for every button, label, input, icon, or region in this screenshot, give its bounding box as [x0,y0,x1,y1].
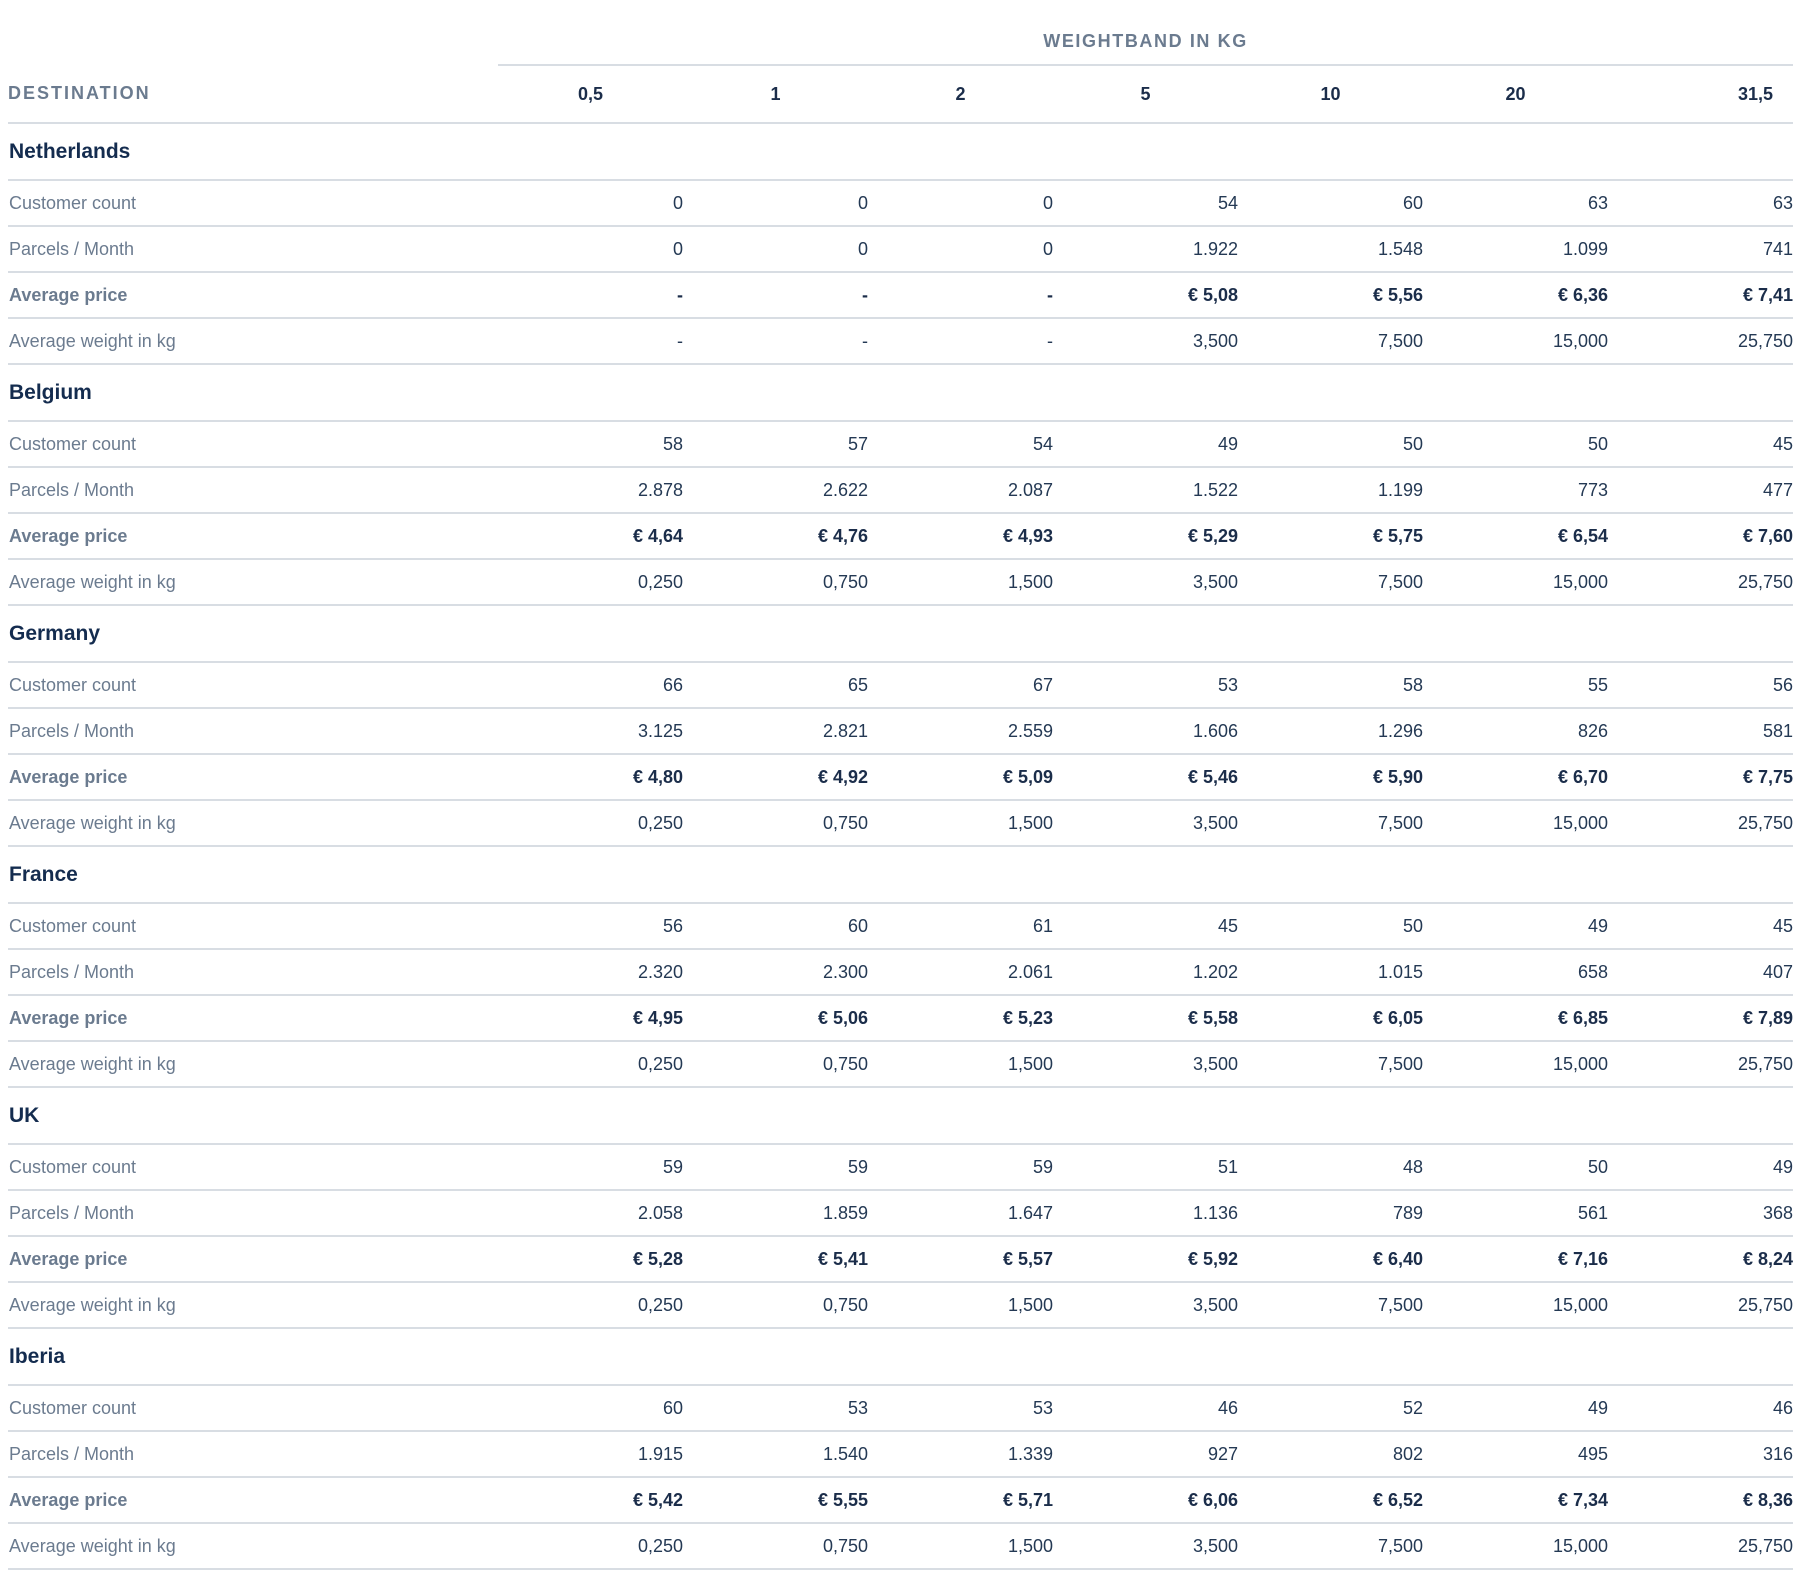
table-cell: 2.821 [683,708,868,754]
table-cell: € 4,76 [683,513,868,559]
header-spacer [8,0,498,65]
table-cell: 49 [1608,1144,1793,1190]
table-cell: 45 [1608,421,1793,467]
table-row-average-weight [8,318,1793,364]
table-header [8,0,1793,123]
table-cell: 7,500 [1238,1282,1423,1328]
table-cell: 0,250 [498,1282,683,1328]
table-cell: € 5,06 [683,995,868,1041]
table-row-customer-count [8,1385,1793,1431]
table-cell: - [498,272,683,318]
table-cell: 54 [868,421,1053,467]
table-cell: - [683,272,868,318]
table-cell: 2.300 [683,949,868,995]
table-cell: - [683,318,868,364]
metric-label: Parcels / Month [8,1190,498,1236]
table-cell: 3,500 [1053,1523,1238,1569]
table-cell: € 6,05 [1238,995,1423,1041]
table-cell: 50 [1238,421,1423,467]
table-cell: € 6,40 [1238,1236,1423,1282]
table-cell: 51 [1053,1144,1238,1190]
table-cell: 15,000 [1423,1523,1608,1569]
table-cell: 7,500 [1238,318,1423,364]
metric-label: Parcels / Month [8,226,498,272]
table-row-parcels-month [8,226,1793,272]
country-name: Iberia [8,1328,1793,1385]
metric-label: Customer count [8,421,498,467]
metric-label: Average price [8,995,498,1041]
table-cell: 826 [1423,708,1608,754]
table-cell: 61 [868,903,1053,949]
country-name: Netherlands [8,123,1793,180]
table-cell: € 5,41 [683,1236,868,1282]
table-row-average-price [8,513,1793,559]
table-cell: 60 [1238,180,1423,226]
table-cell: 60 [498,1385,683,1431]
table-cell: 1.136 [1053,1190,1238,1236]
table-cell: 0,250 [498,800,683,846]
table-row-parcels-month [8,467,1793,513]
table-row-average-price [8,272,1793,318]
metric-label: Parcels / Month [8,467,498,513]
table-cell: 57 [683,421,868,467]
table-cell: € 5,23 [868,995,1053,1041]
table-cell: 25,750 [1608,1282,1793,1328]
table-row-average-price [8,995,1793,1041]
table-cell: 7,500 [1238,1041,1423,1087]
table-cell: 25,750 [1608,800,1793,846]
table-cell: 0 [498,226,683,272]
table-cell: 48 [1238,1144,1423,1190]
table-cell: 50 [1238,903,1423,949]
table-cell: 2.878 [498,467,683,513]
table-cell: 53 [1053,662,1238,708]
table-cell: 3,500 [1053,559,1238,605]
table-cell: € 4,64 [498,513,683,559]
table-cell: 0,250 [498,559,683,605]
metric-label: Customer count [8,1144,498,1190]
country-name: Belgium [8,364,1793,421]
metric-label: Parcels / Month [8,708,498,754]
table-cell: € 8,36 [1608,1477,1793,1523]
table-cell: 0 [868,180,1053,226]
table-cell: 7,500 [1238,800,1423,846]
weightband-title: WEIGHTBAND IN KG [498,0,1793,65]
table-cell: € 6,52 [1238,1477,1423,1523]
table-cell: € 5,08 [1053,272,1238,318]
table-cell: 658 [1423,949,1608,995]
table-cell: € 6,06 [1053,1477,1238,1523]
table-cell: 1,500 [868,1523,1053,1569]
table-cell: 46 [1053,1385,1238,1431]
table-cell: 802 [1238,1431,1423,1477]
table-cell: € 7,75 [1608,754,1793,800]
table-row-average-weight [8,1523,1793,1569]
table-cell: € 6,36 [1423,272,1608,318]
table-cell: 59 [683,1144,868,1190]
country-section-header [8,605,1793,662]
metric-label: Average price [8,513,498,559]
table-cell: 1.859 [683,1190,868,1236]
metric-label: Customer count [8,180,498,226]
metric-label: Average price [8,1477,498,1523]
country-name: France [8,846,1793,903]
metric-label: Average price [8,272,498,318]
table-cell: 2.622 [683,467,868,513]
table-row-parcels-month [8,1190,1793,1236]
table-cell: 3,500 [1053,318,1238,364]
table-cell: 1,500 [868,1282,1053,1328]
table-cell: 561 [1423,1190,1608,1236]
table-cell: 55 [1423,662,1608,708]
table-cell: 0,750 [683,1523,868,1569]
table-cell: 25,750 [1608,318,1793,364]
table-cell: 46 [1608,1385,1793,1431]
country-section-header [8,364,1793,421]
metric-label: Average price [8,1236,498,1282]
table-row-average-weight [8,559,1793,605]
country-name: UK [8,1087,1793,1144]
table-cell: 2.061 [868,949,1053,995]
weightband-table [8,0,1793,1570]
table-body [8,123,1793,1569]
table-row-parcels-month [8,949,1793,995]
table-cell: - [868,272,1053,318]
weightband-column-header: 5 [1053,65,1238,123]
table-cell: 54 [1053,180,1238,226]
table-cell: 65 [683,662,868,708]
metric-label: Customer count [8,662,498,708]
table-cell: 773 [1423,467,1608,513]
destination-column-header: DESTINATION [8,65,498,123]
table-cell: 3,500 [1053,800,1238,846]
table-cell: 1,500 [868,1041,1053,1087]
table-cell: € 4,92 [683,754,868,800]
table-row-average-price [8,754,1793,800]
table-cell: 50 [1423,1144,1608,1190]
table-cell: 3,500 [1053,1041,1238,1087]
table-cell: 53 [868,1385,1053,1431]
table-cell: 45 [1608,903,1793,949]
table-cell: 67 [868,662,1053,708]
table-cell: 56 [1608,662,1793,708]
table-cell: 25,750 [1608,1041,1793,1087]
table-cell: € 5,58 [1053,995,1238,1041]
table-cell: 2.058 [498,1190,683,1236]
table-cell: € 5,09 [868,754,1053,800]
table-cell: 1.922 [1053,226,1238,272]
table-row-customer-count [8,1144,1793,1190]
table-cell: € 5,28 [498,1236,683,1282]
table-cell: 1.606 [1053,708,1238,754]
table-cell: € 5,42 [498,1477,683,1523]
table-row-customer-count [8,903,1793,949]
table-cell: 7,500 [1238,559,1423,605]
table-cell: € 5,56 [1238,272,1423,318]
table-cell: € 6,54 [1423,513,1608,559]
table-cell: 63 [1423,180,1608,226]
table-cell: 15,000 [1423,318,1608,364]
country-section-header [8,1328,1793,1385]
table-cell: 0 [683,180,868,226]
metric-label: Customer count [8,1385,498,1431]
table-cell: € 7,16 [1423,1236,1608,1282]
table-cell: 58 [498,421,683,467]
table-cell: 60 [683,903,868,949]
weightband-column-header: 0,5 [498,65,683,123]
metric-label: Customer count [8,903,498,949]
table-cell: 0,750 [683,1041,868,1087]
table-cell: 63 [1608,180,1793,226]
table-cell: 0,750 [683,559,868,605]
table-cell: 0 [683,226,868,272]
table-cell: 0,750 [683,800,868,846]
table-cell: 581 [1608,708,1793,754]
table-cell: 58 [1238,662,1423,708]
table-cell: € 5,75 [1238,513,1423,559]
table-cell: 407 [1608,949,1793,995]
table-cell: - [868,318,1053,364]
table-cell: 1.548 [1238,226,1423,272]
table-cell: € 8,24 [1608,1236,1793,1282]
table-cell: € 5,71 [868,1477,1053,1523]
table-cell: 0,250 [498,1041,683,1087]
table-row-parcels-month [8,1431,1793,1477]
table-cell: 1.915 [498,1431,683,1477]
table-cell: 1,500 [868,800,1053,846]
table-cell: 66 [498,662,683,708]
table-cell: 1.522 [1053,467,1238,513]
table-cell: € 5,90 [1238,754,1423,800]
table-cell: 0,750 [683,1282,868,1328]
table-cell: € 5,29 [1053,513,1238,559]
table-cell: 789 [1238,1190,1423,1236]
table-cell: 368 [1608,1190,1793,1236]
table-cell: 15,000 [1423,1282,1608,1328]
table-cell: 1.647 [868,1190,1053,1236]
table-cell: 2.559 [868,708,1053,754]
table-row-customer-count [8,180,1793,226]
table-cell: - [498,318,683,364]
table-cell: € 5,92 [1053,1236,1238,1282]
table-cell: 49 [1423,903,1608,949]
table-cell: 15,000 [1423,800,1608,846]
table-cell: 741 [1608,226,1793,272]
metric-label: Average weight in kg [8,1523,498,1569]
table-cell: 477 [1608,467,1793,513]
table-cell: € 7,34 [1423,1477,1608,1523]
weightband-column-header: 2 [868,65,1053,123]
metric-label: Average price [8,754,498,800]
table-row-average-weight [8,1041,1793,1087]
table-cell: € 7,89 [1608,995,1793,1041]
country-section-header [8,846,1793,903]
table-cell: 0 [498,180,683,226]
metric-label: Average weight in kg [8,318,498,364]
table-cell: 25,750 [1608,1523,1793,1569]
table-cell: € 4,95 [498,995,683,1041]
table-cell: 15,000 [1423,1041,1608,1087]
table-cell: € 5,55 [683,1477,868,1523]
metric-label: Parcels / Month [8,949,498,995]
table-cell: 53 [683,1385,868,1431]
table-row-average-weight [8,1282,1793,1328]
table-cell: 59 [868,1144,1053,1190]
country-section-header [8,1087,1793,1144]
table-cell: 2.320 [498,949,683,995]
table-cell: 2.087 [868,467,1053,513]
table-cell: € 4,80 [498,754,683,800]
table-cell: 1.540 [683,1431,868,1477]
table-cell: € 7,60 [1608,513,1793,559]
metric-label: Average weight in kg [8,1282,498,1328]
metric-label: Average weight in kg [8,559,498,605]
table-cell: 1.339 [868,1431,1053,1477]
table-cell: 49 [1423,1385,1608,1431]
table-cell: 50 [1423,421,1608,467]
country-section-header [8,123,1793,180]
table-cell: 316 [1608,1431,1793,1477]
table-cell: 1.199 [1238,467,1423,513]
table-cell: 52 [1238,1385,1423,1431]
table-cell: € 5,57 [868,1236,1053,1282]
weightband-column-header: 10 [1238,65,1423,123]
table-row-average-weight [8,800,1793,846]
table-cell: 59 [498,1144,683,1190]
table-cell: € 5,46 [1053,754,1238,800]
table-cell: 45 [1053,903,1238,949]
table-row-parcels-month [8,708,1793,754]
table-row-customer-count [8,662,1793,708]
table-cell: € 7,41 [1608,272,1793,318]
table-cell: 1.296 [1238,708,1423,754]
table-row-average-price [8,1236,1793,1282]
table-cell: 15,000 [1423,559,1608,605]
table-cell: 0,250 [498,1523,683,1569]
weightband-column-header: 31,5 [1608,65,1793,123]
table-cell: € 6,85 [1423,995,1608,1041]
weightband-column-header: 1 [683,65,868,123]
country-name: Germany [8,605,1793,662]
table-cell: 49 [1053,421,1238,467]
weightband-table-container [8,0,1793,1570]
table-cell: € 6,70 [1423,754,1608,800]
table-cell: 25,750 [1608,559,1793,605]
table-cell: 1.202 [1053,949,1238,995]
table-cell: 927 [1053,1431,1238,1477]
table-cell: 7,500 [1238,1523,1423,1569]
table-row-customer-count [8,421,1793,467]
table-cell: 1.015 [1238,949,1423,995]
metric-label: Parcels / Month [8,1431,498,1477]
table-row-average-price [8,1477,1793,1523]
metric-label: Average weight in kg [8,800,498,846]
table-cell: € 4,93 [868,513,1053,559]
table-cell: 3,500 [1053,1282,1238,1328]
weightband-column-header: 20 [1423,65,1608,123]
table-cell: 1.099 [1423,226,1608,272]
table-cell: 1,500 [868,559,1053,605]
table-cell: 3.125 [498,708,683,754]
table-cell: 495 [1423,1431,1608,1477]
table-cell: 0 [868,226,1053,272]
table-cell: 56 [498,903,683,949]
metric-label: Average weight in kg [8,1041,498,1087]
